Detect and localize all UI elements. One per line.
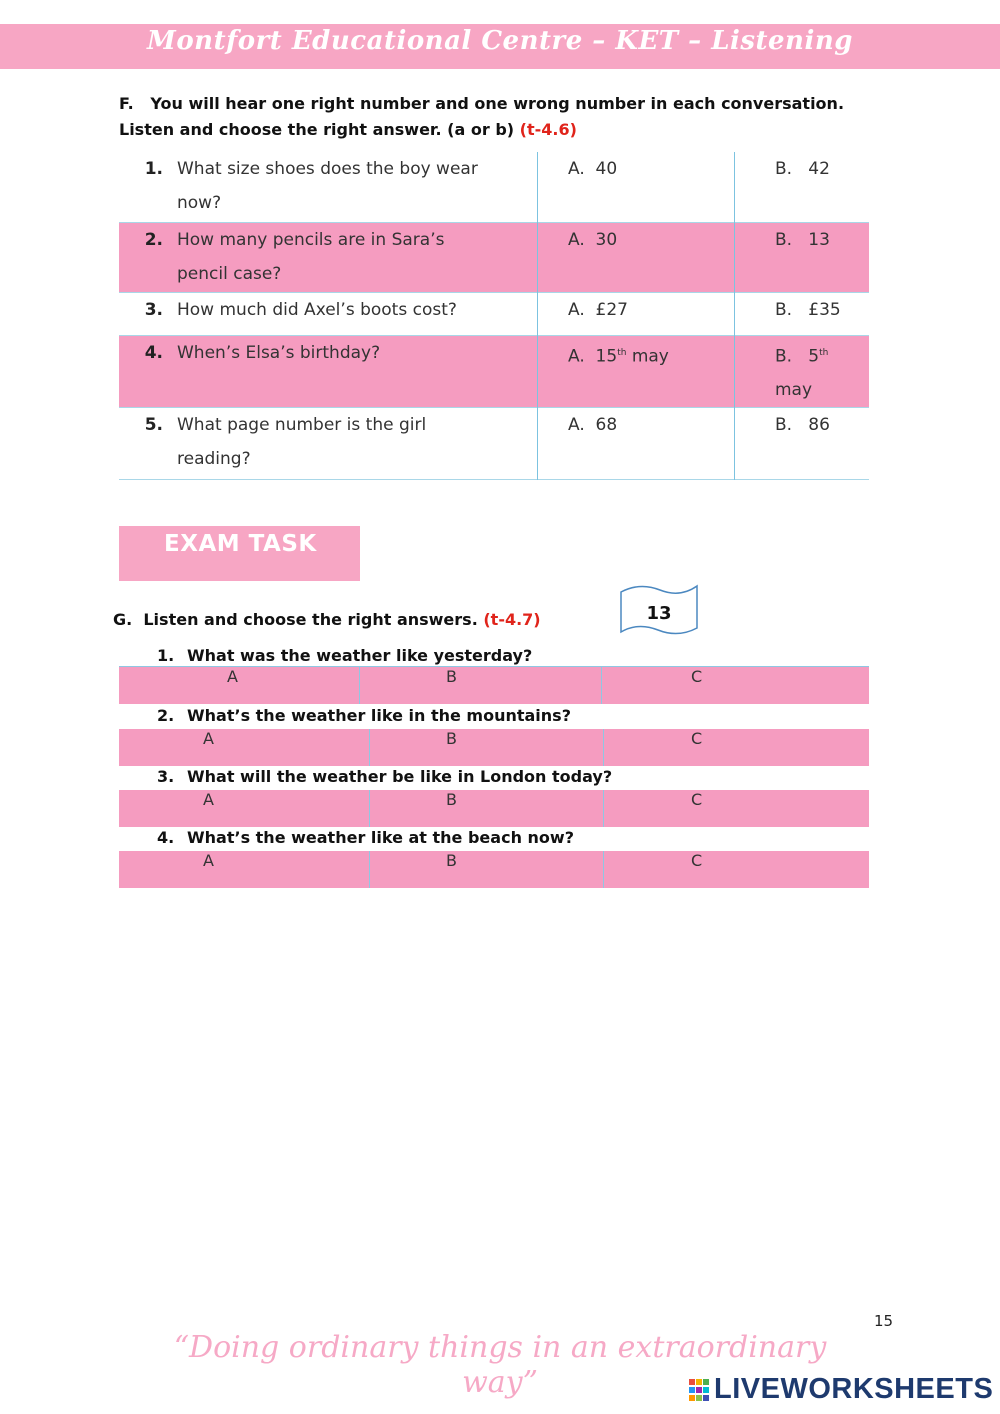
g-question xyxy=(157,706,571,725)
option-b[interactable] xyxy=(735,222,870,292)
option-a-value: 40 xyxy=(595,159,618,179)
option-b[interactable] xyxy=(735,335,870,408)
option-a-prefix: A. xyxy=(568,159,585,179)
row-number: 4. xyxy=(119,335,167,408)
section-f-track: (t-4.6) xyxy=(519,120,577,139)
question-line1: How many pencils are in Sara’s xyxy=(177,229,445,250)
divider xyxy=(369,851,370,888)
section-f-instruction-text: You will hear one right number and one wrong number in each conversation. xyxy=(150,94,845,113)
score-value: 13 xyxy=(646,603,672,624)
row-question xyxy=(167,335,538,408)
option-c[interactable]: C xyxy=(691,851,703,870)
option-b-prefix: B. xyxy=(775,346,793,367)
g-question-number: 2. xyxy=(157,706,175,725)
option-a[interactable]: A xyxy=(227,667,238,686)
g-question-number: 1. xyxy=(157,646,175,665)
question-line1: What size shoes does the boy wear xyxy=(177,159,478,179)
option-a[interactable]: A xyxy=(203,790,214,809)
option-a-prefix: A. xyxy=(568,229,585,250)
option-b-value: 5 xyxy=(808,346,820,367)
table-row xyxy=(119,152,869,222)
g-question xyxy=(157,828,574,847)
option-b-prefix: B. xyxy=(775,229,793,250)
row-question xyxy=(167,408,538,480)
divider xyxy=(369,729,370,766)
g-question-text: What’s the weather like in the mountains? xyxy=(187,706,571,725)
divider xyxy=(603,729,604,766)
page-header-title: Montfort Educational Centre – KET – Listening xyxy=(147,26,853,56)
section-g-instruction xyxy=(113,610,541,629)
brand-logo[interactable] xyxy=(688,1373,993,1406)
section-g-letter: G. xyxy=(113,610,133,629)
option-c[interactable]: C xyxy=(691,790,703,809)
g-options-row xyxy=(119,729,869,766)
option-a[interactable] xyxy=(538,292,735,335)
row-number: 5. xyxy=(144,415,163,436)
option-b-suffix: may xyxy=(775,380,813,401)
g-question xyxy=(157,767,612,786)
option-a-suffix: may xyxy=(626,346,669,367)
option-b-prefix: B. xyxy=(775,159,793,179)
option-b[interactable]: B xyxy=(446,851,457,870)
option-b[interactable] xyxy=(735,292,870,335)
question-line1: When’s Elsa’s birthday? xyxy=(177,342,381,363)
option-b-value: 86 xyxy=(808,415,830,436)
option-a-prefix: A. xyxy=(568,346,585,367)
divider xyxy=(603,790,604,827)
section-f-letter: F. xyxy=(119,94,134,113)
brand-text: LIVEWORKSHEETS xyxy=(714,1373,994,1405)
option-c[interactable]: C xyxy=(691,667,703,686)
option-a-value: 15 xyxy=(595,346,618,367)
footer-motto: “Doing ordinary things in an extraordinary way” xyxy=(173,1330,827,1400)
option-a[interactable] xyxy=(538,222,735,292)
table-row xyxy=(119,222,869,292)
row-question xyxy=(167,152,538,222)
option-b[interactable]: B xyxy=(446,667,457,686)
option-a-value: 30 xyxy=(595,229,618,250)
g-question-number: 4. xyxy=(157,828,175,847)
section-f-instruction-text2: Listen and choose the right answer. (a or b) xyxy=(119,120,515,139)
section-g-instruction-text: Listen and choose the right answers. xyxy=(143,610,478,629)
page-number: 15 xyxy=(874,1312,894,1330)
option-b[interactable]: B xyxy=(446,729,457,748)
option-b[interactable] xyxy=(735,152,870,222)
option-b-value: 13 xyxy=(808,229,830,250)
question-line2: pencil case? xyxy=(177,263,282,284)
row-number: 1. xyxy=(144,159,163,179)
option-a-prefix: A. xyxy=(568,415,585,436)
option-a-prefix: A. xyxy=(568,299,585,320)
option-a[interactable]: A xyxy=(203,851,214,870)
row-number: 2. xyxy=(119,222,167,292)
divider xyxy=(359,667,360,704)
section-f-instruction-line2 xyxy=(119,120,577,139)
g-options-row xyxy=(119,790,869,827)
option-a-value: 68 xyxy=(595,415,618,436)
question-line1: What page number is the girl xyxy=(177,415,427,436)
divider xyxy=(603,851,604,888)
g-options-row xyxy=(119,667,869,704)
liveworksheets-icon xyxy=(688,1377,710,1403)
option-c[interactable]: C xyxy=(691,729,703,748)
question-line1: How much did Axel’s boots cost? xyxy=(177,299,457,320)
row-question xyxy=(167,292,538,335)
question-line2: now? xyxy=(177,193,222,213)
g-options-row xyxy=(119,851,869,888)
row-number: 3. xyxy=(144,299,163,320)
option-a[interactable] xyxy=(538,152,735,222)
g-question xyxy=(157,646,532,665)
option-a[interactable] xyxy=(538,335,735,408)
divider xyxy=(369,790,370,827)
option-a-value: £27 xyxy=(595,299,628,320)
option-b-value: 42 xyxy=(808,159,830,179)
option-a[interactable] xyxy=(538,408,735,480)
exam-task-label: EXAM TASK xyxy=(164,531,317,557)
section-f-instruction-line1 xyxy=(119,94,844,113)
question-line2: reading? xyxy=(177,449,251,470)
g-question-text: What was the weather like yesterday? xyxy=(187,646,533,665)
row-question xyxy=(167,222,538,292)
option-b-value: £35 xyxy=(808,299,841,320)
table-row xyxy=(119,408,869,480)
g-question-number: 3. xyxy=(157,767,175,786)
table-row xyxy=(119,335,869,408)
table-row xyxy=(119,292,869,335)
option-a-superscript: th xyxy=(617,347,627,358)
section-f-table xyxy=(119,152,869,480)
option-b[interactable]: B xyxy=(446,790,457,809)
option-b-prefix: B. xyxy=(775,299,793,320)
section-g-track: (t-4.7) xyxy=(483,610,541,629)
option-b-prefix: B. xyxy=(775,415,793,436)
option-a[interactable]: A xyxy=(203,729,214,748)
g-question-text: What will the weather be like in London today? xyxy=(187,767,613,786)
divider xyxy=(601,667,602,704)
option-b-superscript: th xyxy=(819,347,829,358)
g-question-text: What’s the weather like at the beach now? xyxy=(187,828,574,847)
option-b[interactable] xyxy=(735,408,870,480)
